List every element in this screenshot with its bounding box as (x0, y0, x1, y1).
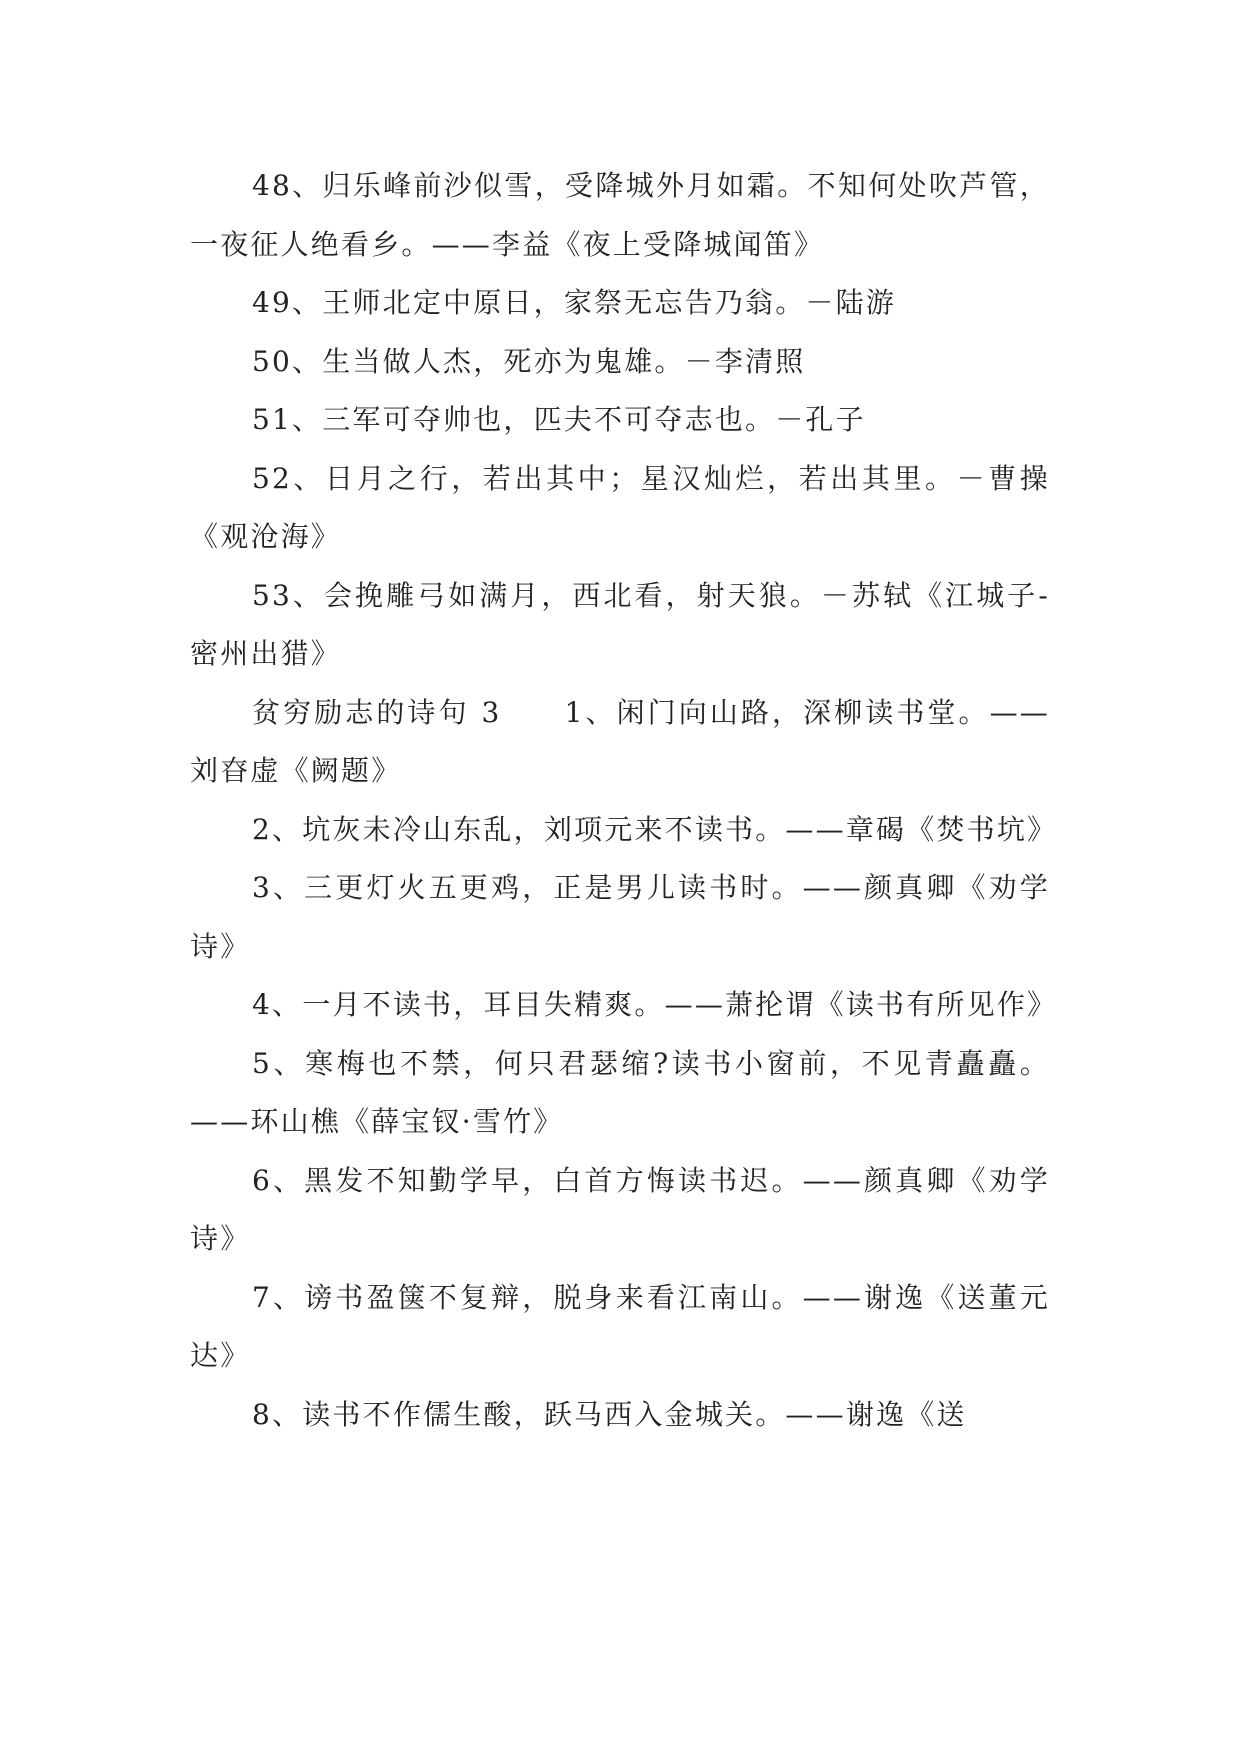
section-heading-poems-3: 贫穷励志的诗句 3 1、闲门向山路，深柳读书堂。——刘昚虚《阙题》 (190, 695, 1050, 787)
paragraph-53: 53、会挽雕弓如满月，西北看，射天狼。－苏轼《江城子-密州出猎》 (190, 578, 1050, 670)
paragraph-51: 51、三军可夺帅也，匹夫不可夺志也。－孔子 (252, 403, 866, 436)
paragraph-4: 4、一月不读书，耳目失精爽。——萧抡谓《读书有所见作》 (252, 988, 1058, 1021)
paragraph-3: 3、三更灯火五更鸡，正是男儿读书时。——颜真卿《劝学诗》 (190, 871, 1050, 963)
paragraph-49: 49、王师北定中原日，家祭无忘告乃翁。－陆游 (252, 286, 897, 319)
paragraph-5: 5、寒梅也不禁，何只君瑟缩?读书小窗前，不见青矗矗。——环山樵《薛宝钗·雪竹》 (190, 1046, 1050, 1138)
paragraph-50: 50、生当做人杰，死亦为鬼雄。－李清照 (252, 344, 806, 378)
paragraph-48: 48、归乐峰前沙似雪，受降城外月如霜。不知何处吹芦管，一夜征人绝看乡。——李益《夜上受降城闻笛》 (190, 169, 1050, 261)
paragraph-8: 8、读书不作儒生酸，跃马西入金城关。——谢逸《送 (252, 1397, 967, 1431)
paragraph-52: 52、日月之行，若出其中；星汉灿烂，若出其里。－曹操《观沧海》 (190, 461, 1050, 553)
paragraph-2: 2、坑灰未冷山东乱，刘项元来不读书。——章碣《焚书坑》 (252, 812, 1058, 846)
paragraph-6: 6、黑发不知勤学早，白首方悔读书迟。——颜真卿《劝学诗》 (190, 1163, 1050, 1255)
document-body (190, 157, 1058, 1444)
paragraph-7: 7、谤书盈箧不复辩，脱身来看江南山。——谢逸《送董元达》 (190, 1280, 1050, 1372)
